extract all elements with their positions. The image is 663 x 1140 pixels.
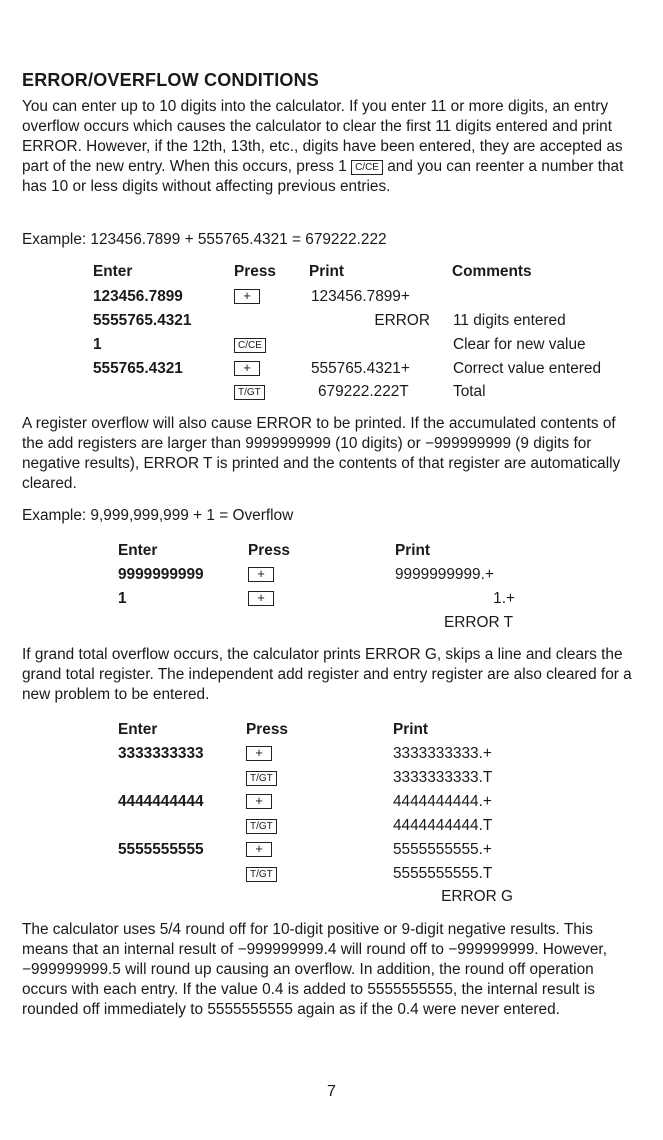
table3-print-2: 4444444444.+ xyxy=(393,793,492,810)
table3-enter-2: 4444444444 xyxy=(118,793,204,810)
table1-comment-3: Correct value entered xyxy=(453,360,601,377)
table2-header-press: Press xyxy=(248,542,290,559)
plus-key: + xyxy=(246,842,272,857)
page-number: 7 xyxy=(327,1083,336,1100)
table3-header-press: Press xyxy=(246,721,288,738)
table1-print-3: 555765.4321+ xyxy=(311,360,410,377)
c-ce-key: C/CE xyxy=(234,338,266,353)
table1-enter-2: 1 xyxy=(93,336,102,353)
table1-print-0: 123456.7899+ xyxy=(311,288,410,305)
table1-header-comments: Comments xyxy=(452,263,532,280)
plus-key: + xyxy=(234,361,260,376)
table1-header-press: Press xyxy=(234,263,276,280)
table2-enter-1: 1 xyxy=(118,590,127,607)
table3-print-5: 5555555555.T xyxy=(393,865,493,882)
paragraph-round-off: The calculator uses 5/4 round off for 10-digit positive or 9-digit negative results. This means that an internal result of −999999999.4 will round off to −999999999. However, −999999999.5 will round up causing an overflow. In addition, the round off operation occurs with each entry. If the value 0.4 is added to 5555555555, the internal result is rounded off immediately to 5555555555 again as if the 0.4 were never entered. xyxy=(22,921,607,1018)
plus-key: + xyxy=(234,289,260,304)
table3-enter-4: 5555555555 xyxy=(118,841,204,858)
table1-enter-3: 555765.4321 xyxy=(93,360,183,377)
table3-enter-0: 3333333333 xyxy=(118,745,204,762)
plus-key: + xyxy=(248,567,274,582)
plus-key: + xyxy=(246,746,272,761)
table1-comment-4: Total xyxy=(453,383,486,400)
plus-key: + xyxy=(246,794,272,809)
t-gt-key: T/GT xyxy=(234,385,265,400)
table1-header-print: Print xyxy=(309,263,345,280)
example-2: Example: 9,999,999,999 + 1 = Overflow xyxy=(22,507,294,524)
section-heading: ERROR/OVERFLOW CONDITIONS xyxy=(22,70,319,90)
table2-enter-0: 9999999999 xyxy=(118,566,204,583)
table1-enter-1: 5555765.4321 xyxy=(93,312,192,329)
table3-print-1: 3333333333.T xyxy=(393,769,493,786)
t-gt-key: T/GT xyxy=(246,819,277,834)
paragraph-grand-total-overflow: If grand total overflow occurs, the calculator prints ERROR G, skips a line and clears the grand total register. The independent add register and entry register are also cleared for a new problem to be entered. xyxy=(22,646,632,703)
table2-header-print: Print xyxy=(395,542,431,559)
key-c-ce-inline: C/CE xyxy=(351,160,383,175)
paragraph-register-overflow: A register overflow will also cause ERROR to be printed. If the accumulated contents of the add registers are larger than 9999999999 (10 digits) or −999999999 (9 digits for negative results), ERROR T is printed and the contents of that register are automatically cleared. xyxy=(22,415,621,492)
table3-header-enter: Enter xyxy=(118,721,158,738)
table1-header-enter: Enter xyxy=(93,263,133,280)
table3-print-4: 5555555555.+ xyxy=(393,841,492,858)
table1-comment-2: Clear for new value xyxy=(453,336,586,353)
table3-header-print: Print xyxy=(393,721,429,738)
t-gt-key: T/GT xyxy=(246,771,277,786)
example-1: Example: 123456.7899 + 555765.4321 = 679222.222 xyxy=(22,231,387,248)
table1-comment-1: 11 digits entered xyxy=(453,312,566,329)
table3-print-0: 3333333333.+ xyxy=(393,745,492,762)
table2-print-0: 9999999999.+ xyxy=(395,566,494,583)
table2-print-1: 1.+ xyxy=(493,590,515,607)
table1-print-4: 679222.222T xyxy=(318,383,409,400)
table3-print-3: 4444444444.T xyxy=(393,817,493,834)
t-gt-key: T/GT xyxy=(246,867,277,882)
table2-header-enter: Enter xyxy=(118,542,158,559)
table2-print-2: ERROR T xyxy=(444,614,513,631)
plus-key: + xyxy=(248,591,274,606)
table1-enter-0: 123456.7899 xyxy=(93,288,183,305)
table1-print-1: ERROR xyxy=(374,312,430,329)
paragraph-entry-overflow: You can enter up to 10 digits into the calculator. If you enter 11 or more digits, an entry overflow occurs which causes the calculator to clear the first 11 digits entered and print ERROR. However, if the 12th, 13th, etc., digits have been entered, they are accepted as part of the new entry. When this occurs, press 1 C/CE and you can reenter a number that has 10 or less digits without affecting previous entries. xyxy=(22,98,624,195)
table3-print-6: ERROR G xyxy=(441,888,513,905)
